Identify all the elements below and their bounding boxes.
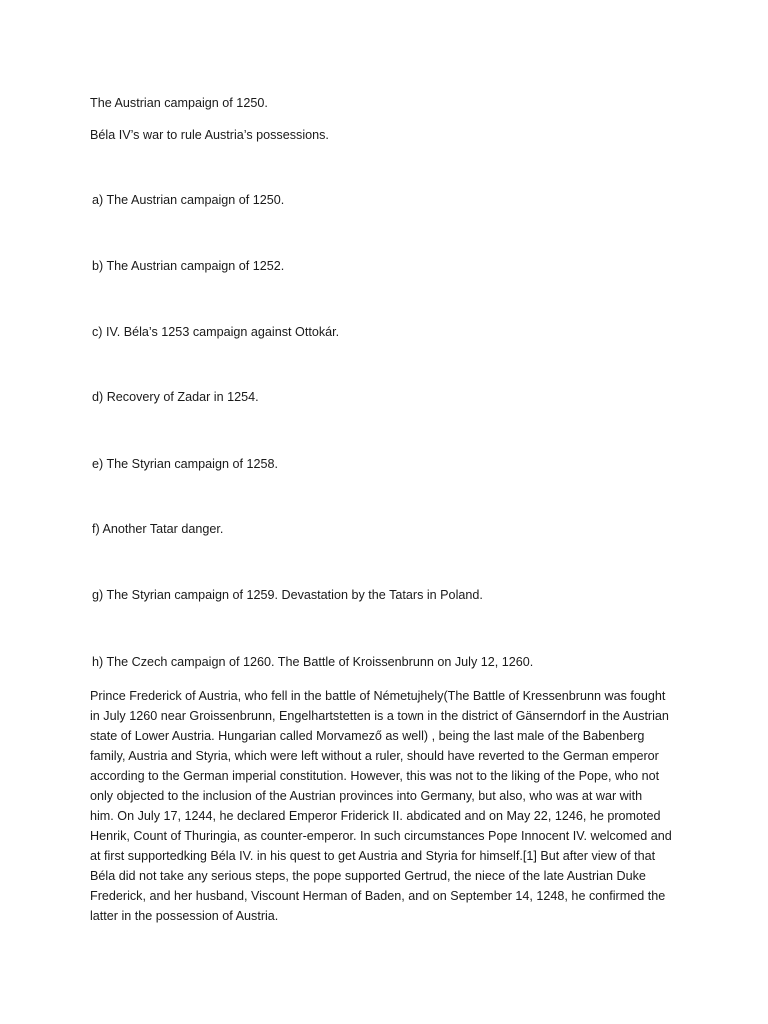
paragraph-line: family, Austria and Styria, which were left without a ruler, should have reverted to the German emperor bbox=[90, 749, 659, 763]
contents-item-f: f) Another Tatar danger. bbox=[92, 522, 224, 536]
contents-item-g: g) The Styrian campaign of 1259. Devastation by the Tatars in Poland. bbox=[92, 588, 483, 602]
contents-item-d: d) Recovery of Zadar in 1254. bbox=[92, 390, 259, 404]
contents-item-b: b) The Austrian campaign of 1252. bbox=[92, 259, 285, 273]
paragraph-line: latter in the possession of Austria. bbox=[90, 909, 279, 923]
paragraph-line: Frederick, and her husband, Viscount Herman of Baden, and on September 14, 1248, he confirmed the bbox=[90, 889, 666, 903]
document-subtitle: Béla IV’s war to rule Austria’s possessions. bbox=[90, 128, 329, 142]
contents-item-h: h) The Czech campaign of 1260. The Battle of Kroissenbrunn on July 12, 1260. bbox=[92, 655, 534, 669]
contents-item-c: c) IV. Béla’s 1253 campaign against Ottokár. bbox=[92, 325, 340, 339]
paragraph-line: Prince Frederick of Austria, who fell in the battle of Németujhely(The Battle of Kressenbrunn was fought bbox=[90, 689, 666, 703]
paragraph-line: only objected to the inclusion of the Austrian provinces into Germany, but also, who was at war with bbox=[90, 789, 643, 803]
contents-item-a: a) The Austrian campaign of 1250. bbox=[92, 193, 285, 207]
paragraph-line: Henrik, Count of Thuringia, as counter-emperor. In such circumstances Pope Innocent IV. welcomed and bbox=[90, 829, 672, 843]
document-title: The Austrian campaign of 1250. bbox=[90, 96, 268, 110]
paragraph-line: Béla did not take any serious steps, the pope supported Gertrud, the niece of the late Austrian Duke bbox=[90, 869, 646, 883]
paragraph-line: at first supportedking Béla IV. in his quest to get Austria and Styria for himself.[1] But after view of that bbox=[90, 849, 656, 863]
paragraph-line: according to the German imperial constitution. However, this was not to the liking of the Pope, who not bbox=[90, 769, 660, 783]
paragraph-line: him. On July 17, 1244, he declared Emperor Friderick II. abdicated and on May 22, 1246, he promoted bbox=[90, 809, 661, 823]
body-paragraph bbox=[90, 686, 690, 926]
paragraph-line: state of Lower Austria. Hungarian called Morvamező as well) , being the last male of the Babenberg bbox=[90, 729, 645, 743]
contents-item-e: e) The Styrian campaign of 1258. bbox=[92, 457, 278, 471]
paragraph-line: in July 1260 near Groissenbrunn, Engelhartstetten is a town in the district of Gänserndorf in the Austrian bbox=[90, 709, 669, 723]
